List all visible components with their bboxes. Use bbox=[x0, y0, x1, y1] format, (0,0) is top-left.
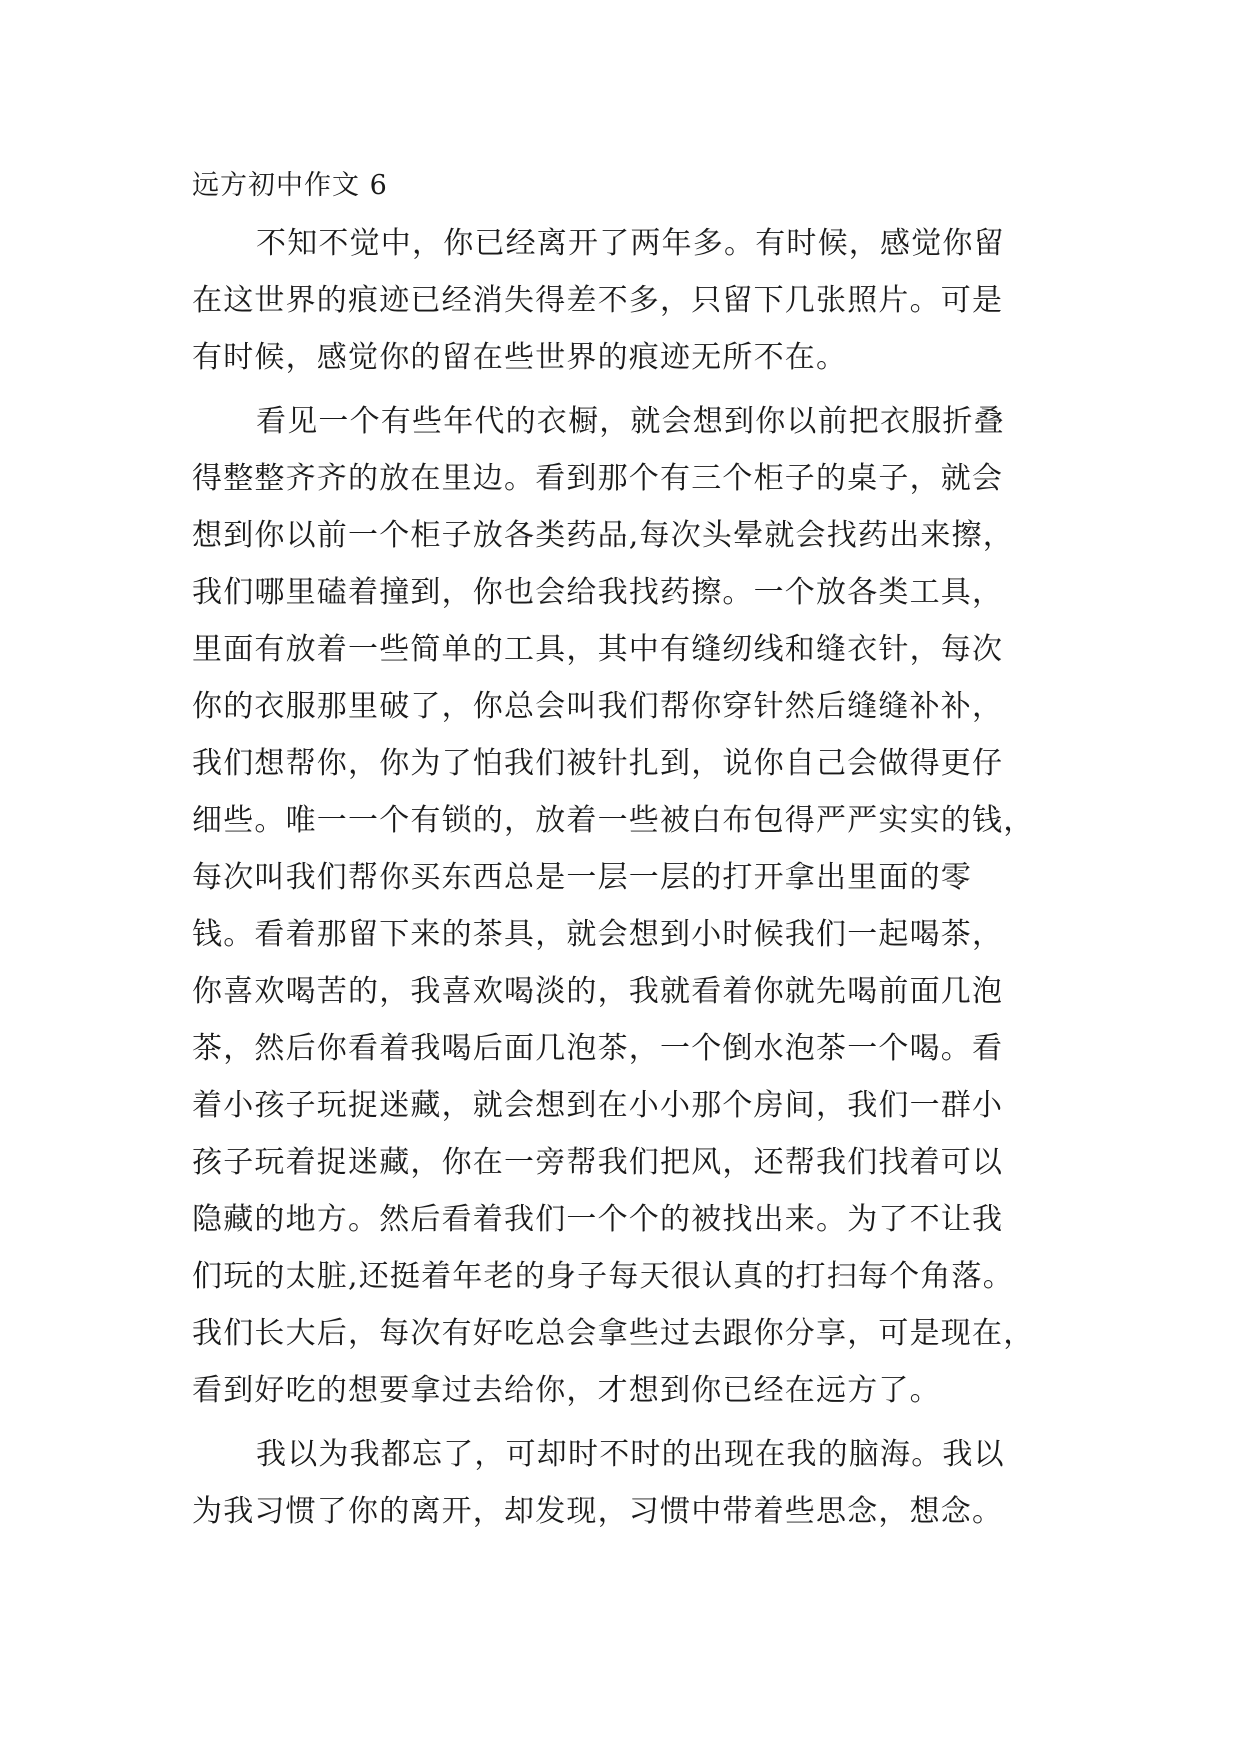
text-line: 有时候，感觉你的留在些世界的痕迹无所不在。 bbox=[192, 340, 848, 375]
text-line: 我们哪里磕着撞到，你也会给我找药擦。一个放各类工具， bbox=[192, 575, 1004, 610]
text-line: 看见一个有些年代的衣橱，就会想到你以前把衣服折叠 bbox=[256, 404, 1005, 439]
text-line: 我们想帮你，你为了怕我们被针扎到，说你自己会做得更仔 bbox=[192, 746, 1004, 781]
text-line: 在这世界的痕迹已经消失得差不多，只留下几张照片。可是 bbox=[192, 283, 1004, 318]
text-line: 不知不觉中，你已经离开了两年多。有时候，感觉你留 bbox=[256, 226, 1005, 261]
text-line: 我们长大后，每次有好吃总会拿些过去跟你分享，可是现在， bbox=[192, 1316, 1035, 1351]
text-line: 你的衣服那里破了，你总会叫我们帮你穿针然后缝缝补补， bbox=[192, 689, 1004, 724]
document-title: 远方初中作文 6 bbox=[192, 170, 388, 201]
text-line: 想到你以前一个柜子放各类药品,每次头晕就会找药出来擦， bbox=[192, 518, 1014, 553]
text-line: 得整整齐齐的放在里边。看到那个有三个柜子的桌子，就会 bbox=[192, 461, 1004, 496]
text-line: 为我习惯了你的离开，却发现，习惯中带着些思念，想念。 bbox=[192, 1494, 1004, 1529]
text-line: 细些。唯一一个有锁的，放着一些被白布包得严严实实的钱， bbox=[192, 803, 1035, 838]
text-line: 我以为我都忘了，可却时不时的出现在我的脑海。我以 bbox=[256, 1437, 1005, 1472]
text-line: 着小孩子玩捉迷藏，就会想到在小小那个房间，我们一群小 bbox=[192, 1088, 1004, 1123]
text-line: 隐藏的地方。然后看着我们一个个的被找出来。为了不让我 bbox=[192, 1202, 1004, 1237]
text-line: 们玩的太脏,还挺着年老的身子每天很认真的打扫每个角落。 bbox=[192, 1259, 1014, 1294]
text-line: 钱。看着那留下来的茶具，就会想到小时候我们一起喝茶， bbox=[192, 917, 1004, 952]
text-line: 你喜欢喝苦的，我喜欢喝淡的，我就看着你就先喝前面几泡 bbox=[192, 974, 1004, 1009]
text-line: 每次叫我们帮你买东西总是一层一层的打开拿出里面的零 bbox=[192, 860, 972, 895]
text-line: 孩子玩着捉迷藏，你在一旁帮我们把风，还帮我们找着可以 bbox=[192, 1145, 1004, 1180]
text-line: 看到好吃的想要拿过去给你，才想到你已经在远方了。 bbox=[192, 1373, 941, 1408]
text-line: 茶，然后你看着我喝后面几泡茶，一个倒水泡茶一个喝。看 bbox=[192, 1031, 1004, 1066]
text-line: 里面有放着一些简单的工具，其中有缝纫线和缝衣针，每次 bbox=[192, 632, 1004, 667]
